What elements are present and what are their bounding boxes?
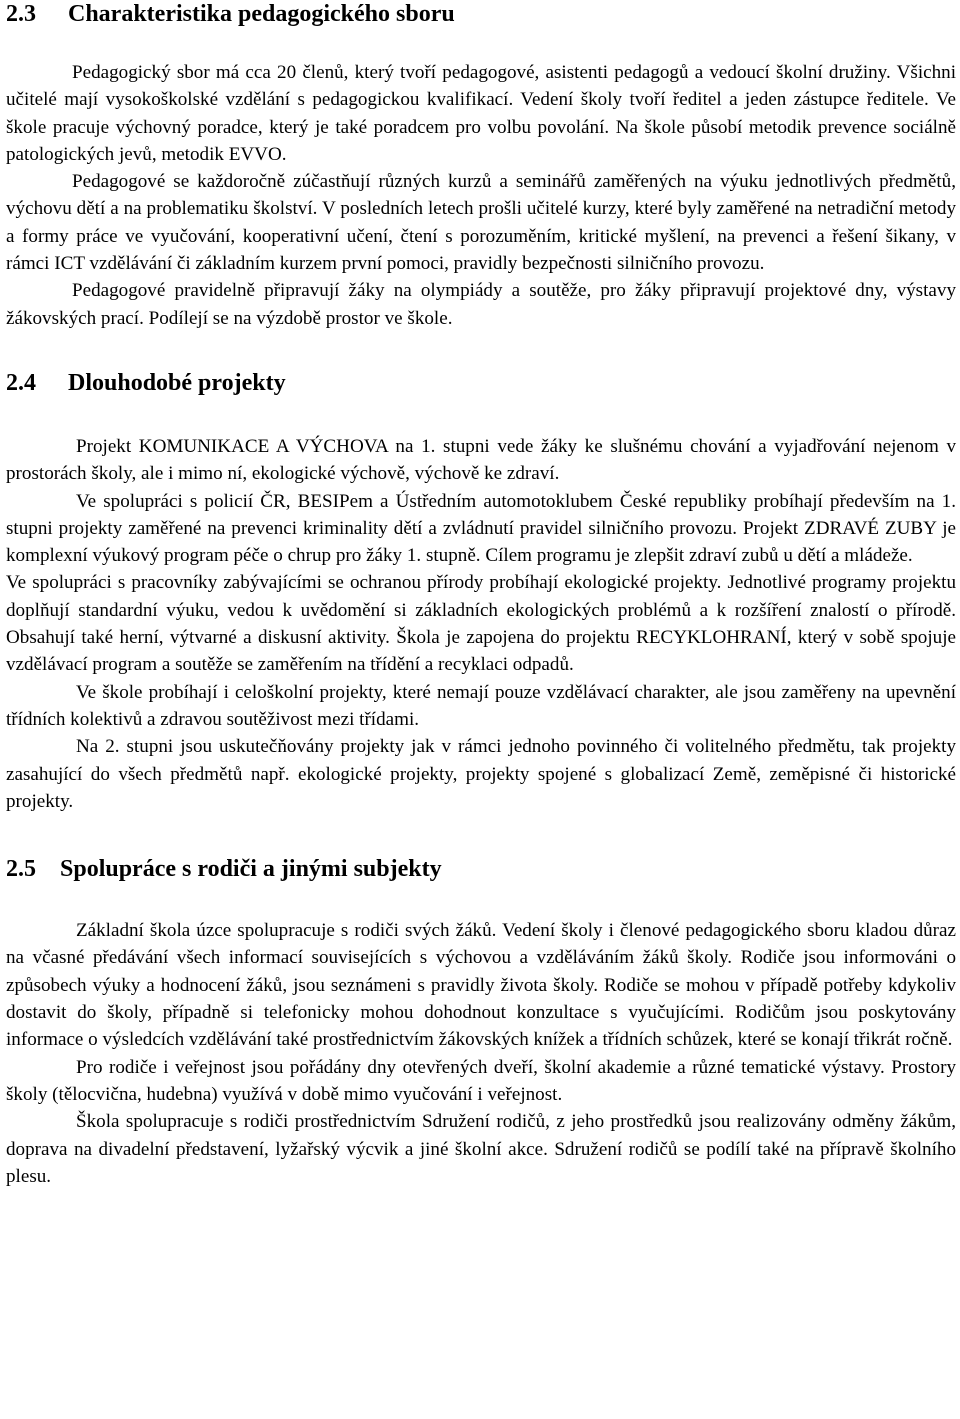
section-number: 2.3 bbox=[6, 1, 36, 27]
section-heading-2-5 bbox=[6, 855, 956, 883]
paragraph: Pedagogický sbor má cca 20 členů, který tvoří pedagogové, asistenti pedagogů a vedoucí školní družiny. Všichni učitelé mají vysokoškolské vzdělání s pedagogickou kvalifikací. Vedení školy tvoří ředitel a jeden zástupce ředitele. Ve škole pracuje výchovný poradce, který je také poradcem pro volbu povolání. Na škole působí metodik prevence sociálně patologických jevů, metodik EVVO. bbox=[6, 62, 956, 165]
section-heading-2-4 bbox=[6, 369, 956, 397]
section-title: Charakteristika pedagogického sboru bbox=[68, 1, 455, 27]
paragraph: Škola spolupracuje s rodiči prostřednictvím Sdružení rodičů, z jeho prostředků jsou realizovány odměny žákům, doprava na divadelní představení, lyžařský výcvik a jiné školní akce. Sdružení rodičů se podílí také na přípravě školního plesu. bbox=[6, 1111, 956, 1187]
paragraph: Pedagogové se každoročně zúčastňují různých kurzů a seminářů zaměřených na výuku jednotlivých předmětů, výchovu dětí a na problematiku školství. V posledních letech prošli učitelé kurzy, které byly zaměřené na netradiční metody a formy práce ve vyučování, kooperativní učení, čtení s porozuměním, kritické myšlení, na prevenci a řešení šikany, v rámci ICT vzdělávání či základním kurzem první pomoci, pravidly bezpečnosti silničního provozu. bbox=[6, 171, 956, 275]
section-title: Spolupráce s rodiči a jinými subjekty bbox=[60, 856, 442, 883]
paragraph: Základní škola úzce spolupracuje s rodiči svých žáků. Vedení školy i členové pedagogického sboru kladou důraz na včasné předávání všech informací souvisejících s výchovou a vzděláváním žáků školy. Rodiče jsou informováni o způsobech výuky a hodnocení žáků, jsou seznámeni s pravidly života školy. Rodiče se mohou v případě potřeby kdykoliv dostavit do školy, případně si telefonicky mohou dohodnout konzultace s vyučujícími. Rodičům jsou poskytovány informace o výsledcích vzdělávání také prostřednictvím žákovských knížek a třídních schůzek, které se konají třikrát ročně. bbox=[6, 920, 956, 1051]
section-number: 2.5 bbox=[6, 856, 36, 883]
section-body-2-3 bbox=[6, 59, 956, 332]
section-title: Dlouhodobé projekty bbox=[68, 369, 286, 396]
section-number: 2.4 bbox=[6, 369, 36, 396]
paragraph: Pedagogové pravidelně připravují žáky na olympiády a soutěže, pro žáky připravují projektové dny, výstavy žákovských prací. Podílejí se na výzdobě prostor ve škole. bbox=[6, 280, 956, 329]
paragraph: Na 2. stupni jsou uskutečňovány projekty jak v rámci jednoho povinného či volitelného předmětu, tak projekty zasahující do všech předmětů např. ekologické projekty, projekty spojené s globalizací Země, zeměpisné či historické projekty. bbox=[6, 736, 956, 812]
paragraph: Pro rodiče i veřejnost jsou pořádány dny otevřených dveří, školní akademie a různé tematické výstavy. Prostory školy (tělocvična, hudebna) využívá v době mimo vyučování i veřejnost. bbox=[6, 1056, 956, 1105]
paragraph: Ve spolupráci s pracovníky zabývajícími se ochranou přírody probíhají ekologické projekty. Jednotlivé programy projektu doplňují standardní výuku, vedou k uvědomění si základních ekologických problémů a k rozšíření znalostí o přírodě. Obsahují také herní, výtvarné a diskusní aktivity. Škola je zapojena do projektu RECYKLOHRANÍ, který v sobě spojuje vzdělávací program a soutěže se zaměřením na třídění a recyklaci odpadů. bbox=[6, 572, 956, 676]
paragraph: Projekt KOMUNIKACE A VÝCHOVA na 1. stupni vede žáky ke slušnému chování a vyjadřování nejenom v prostorách školy, ale i mimo ní, ekologické výchově, výchově ke zdraví. bbox=[6, 435, 956, 485]
section-heading-2-3 bbox=[6, 0, 956, 28]
section-body-2-4 bbox=[6, 433, 956, 815]
paragraph: Ve spolupráci s policií ČR, BESIPem a Ústředním automotoklubem České republiky probíhají především na 1. stupni projekty zaměřené na prevenci kriminality dětí a zvládnutí pravidel silničního provozu. Projekt ZDRAVÉ ZUBY je komplexní výukový program péče o chrup pro žáky 1. stupně. Cílem programu je zlepšit zdraví zubů u dětí a mládeže. bbox=[6, 490, 956, 567]
section-body-2-5 bbox=[6, 917, 956, 1190]
paragraph: Ve škole probíhají i celoškolní projekty, které nemají pouze vzdělávací charakter, ale jsou zaměřeny na upevnění třídních kolektivů a zdravou soutěživost mezi třídami. bbox=[6, 681, 956, 730]
